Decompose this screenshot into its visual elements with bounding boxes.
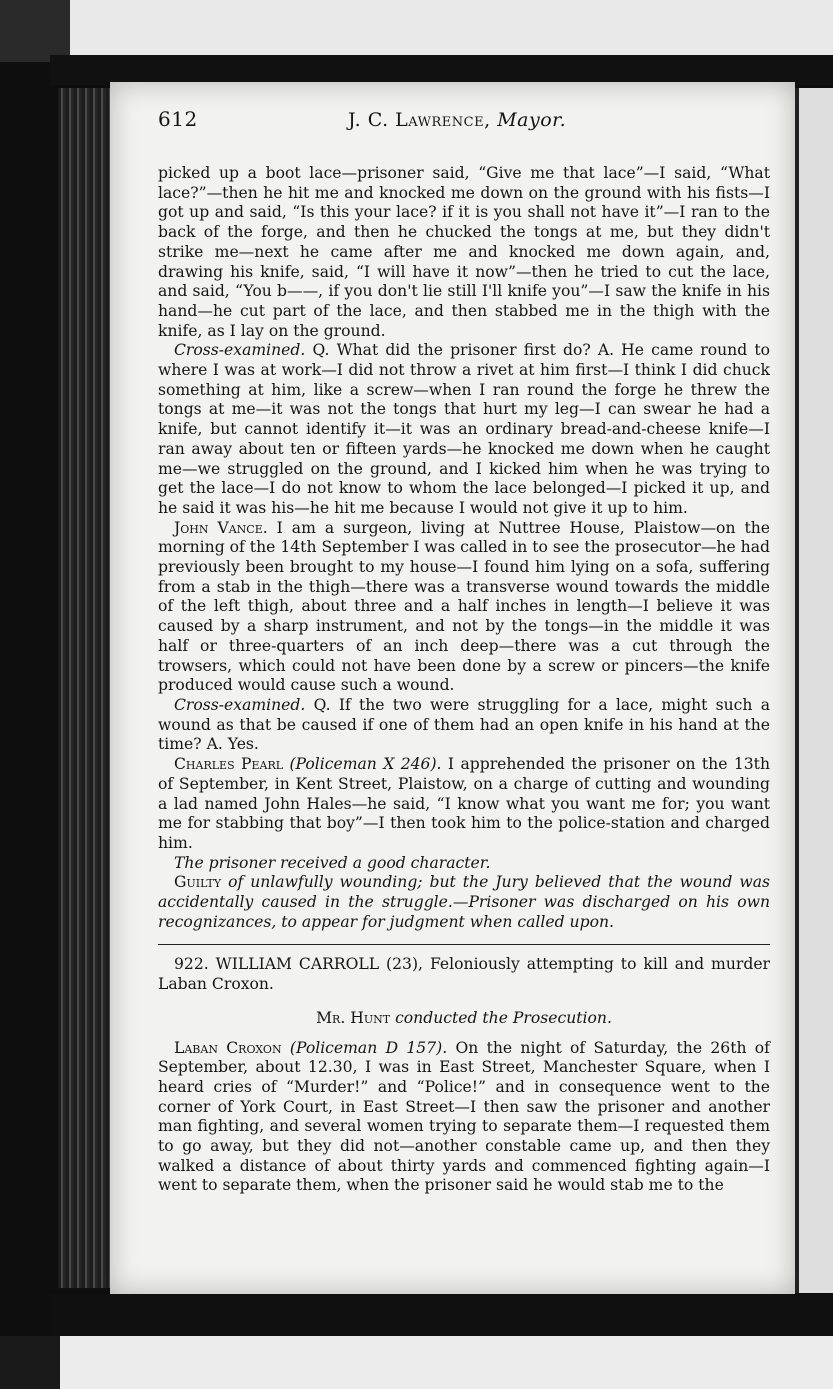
witness-name: Laban Croxon bbox=[174, 1038, 282, 1057]
book-bottom-edge bbox=[50, 1294, 833, 1336]
running-head bbox=[348, 111, 566, 131]
running-head-role: Mayor. bbox=[497, 109, 567, 131]
witness-paragraph bbox=[158, 1039, 770, 1197]
scan-bottom-margin bbox=[0, 1336, 833, 1389]
prosecution-counsel: Mr. Hunt bbox=[316, 1008, 391, 1027]
running-head-name: J. C. Lawrence, bbox=[348, 109, 491, 131]
section-divider bbox=[158, 944, 770, 945]
cross-examination-paragraph bbox=[158, 696, 770, 755]
page-number: 612 bbox=[158, 107, 198, 131]
case-heading: 922. WILLIAM CARROLL (23), Feloniously attempting to kill and murder Laban Croxon. bbox=[158, 955, 770, 994]
verdict-text: of unlawfully wounding; but the Jury believed that the wound was accidentally caused in the struggle.—Prisoner was discharged on his own recognizances, to appear for judgment when called upon. bbox=[158, 873, 771, 931]
witness-text: I apprehended the prisoner on the 13th of September, in Kent Street, Plaistow, on a charge of cutting and wounding a lad named John Hales—he said, “I know what you want me for; you want me for stabbing that boy”—I then took him to the police-station and charged him. bbox=[158, 755, 770, 852]
witness-paragraph bbox=[158, 519, 770, 696]
witness-name: John Vance. bbox=[174, 518, 268, 537]
book-page-edges bbox=[58, 88, 110, 1288]
verdict-label: Guilty bbox=[174, 873, 222, 892]
facing-page-fragment bbox=[795, 88, 833, 1293]
witness-name: Charles Pearl bbox=[174, 755, 284, 774]
witness-role: (Policeman D 157). bbox=[289, 1038, 448, 1057]
character-note: The prisoner received a good character. bbox=[174, 853, 491, 872]
testimony-paragraph: picked up a boot lace—prisoner said, “Give me that lace”—I said, “What lace?”—then he hit me and knocked me down on the ground with his fists—I got up and said, “Is this your lace? if it is you shall not have it”—I ran to the back of the forge, and then he chucked the tongs at me, but they didn't strike me—next he came after me and knocked me down again, and, drawing his knife, said, “I will have it now”—then he tried to cut the lace, and said, “You b——, if you don't lie still I'll knife you”—I saw the knife in his hand—he cut part of the lace, and then stabbed me in the thigh with the knife, as I lay on the ground. bbox=[158, 164, 770, 340]
witness-paragraph bbox=[158, 755, 770, 854]
cross-examination-text: Q. If the two were struggling for a lace, might such a wound as that be caused if one of them had an open knife in his hand at the time? A. Yes. bbox=[158, 695, 770, 754]
cross-examined-label: Cross-examined. bbox=[174, 341, 306, 360]
scan-bottom-shadow bbox=[0, 1336, 60, 1389]
book-page bbox=[110, 82, 795, 1294]
cross-examined-label: Cross-examined. bbox=[174, 695, 306, 714]
page-header bbox=[158, 107, 770, 156]
verdict-paragraph bbox=[158, 873, 770, 932]
page-content bbox=[158, 107, 771, 1196]
witness-text: I am a surgeon, living at Nuttree House, Plaistow—on the morning of the 14th September I was called in to see the prosecutor—he had previously been brought to my house—I found him lying on a sofa, suffering from a stab in the thigh—there was a transverse wound towards the middle of the left thigh, about three and a half inches in length—I believe it was caused by a sharp instrument, and not by the tongs—in the middle it was half or three-quarters of an inch deep—there was a cut through the trowsers, which could not have been done by a screw or pincers—the knife produced would cause such a wound. bbox=[158, 518, 770, 695]
witness-text: On the night of Saturday, the 26th of September, about 12.30, I was in East Street, Manchester Square, when I heard cries of “Murder!” and “Police!” and in consequence went to the corner of York Court, in East Street—I then saw the prisoner and another man fighting, and several women trying to separate them—I requested them to go away, but they did not—another constable came up, and then they walked a distance of about thirty yards and commenced fighting again—I went to separate them, when the prisoner said he would stab me to the bbox=[158, 1038, 770, 1195]
witness-role: (Policeman X 246). bbox=[289, 755, 442, 774]
prosecution-text: conducted the Prosecution. bbox=[395, 1008, 612, 1027]
cross-examination-paragraph bbox=[158, 341, 770, 518]
book-top-edge bbox=[50, 55, 833, 85]
scan-top-shadow bbox=[0, 0, 70, 62]
prosecution-line bbox=[158, 1009, 770, 1029]
cross-examination-text: Q. What did the prisoner first do? A. He came round to where I was at work—I did not throw a rivet at him first—I think I did chuck something at him, like a screw—when I ran round the forge he threw the tongs at me—it was not the tongs that hurt my leg—I can swear he had a knife, but cannot identify it—it was an ordinary bread-and-cheese knife—I ran away about ten or fifteen yards—he knocked me down when he caught me—we struggled on the ground, and I kicked him when he was trying to get the lace—I do not know to whom the lace belonged—I picked it up, and he said it was his—he hit me because I would not give it up to him. bbox=[158, 341, 770, 517]
scan-top-margin bbox=[0, 0, 833, 62]
